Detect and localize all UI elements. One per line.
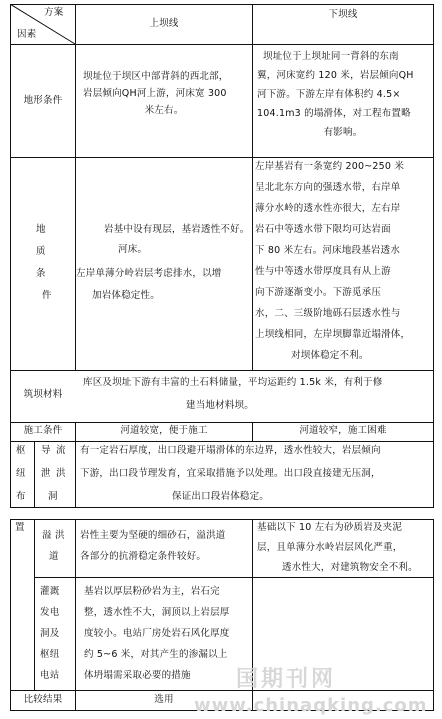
text-line: 河下游。下游左岸有体积约 4.5×	[257, 89, 401, 100]
layout-text-line: 保证出口段岩体稳定。	[172, 491, 270, 502]
text-line: 岩层倾向QH河上游，河床宽 300	[83, 88, 227, 99]
table-border-right	[433, 4, 434, 507]
spillway-upper-line: 各部分的抗滑稳定条件较好。	[80, 551, 207, 562]
sub-label-plant-line: 洞及	[40, 628, 60, 639]
spillway-lower-line: 透水性大，对建筑物安全不利。	[282, 562, 418, 573]
col-divider	[34, 441, 35, 507]
text-line: 河床。	[118, 244, 148, 255]
row-divider	[10, 370, 434, 371]
header-upper-dam-line: 上坝线	[149, 18, 179, 29]
text-line: 坝址位于上坝址同一背斜的东南	[263, 51, 399, 62]
row-divider	[10, 441, 434, 442]
text-line: 左岸单薄分岭岩层考虑排水，以增	[76, 268, 222, 279]
text-line: 岩石中等透水带下限均可达岩面	[255, 224, 391, 235]
sub-label-diversion-char: 洪	[56, 468, 66, 479]
spillway-upper-line: 岩性主要为坚硬的细砂石，溢洪道	[80, 530, 226, 541]
sub-label-plant-line: 枢纽	[40, 649, 60, 660]
header-lower-dam-line: 下坝线	[328, 9, 358, 20]
text-line: 左岸基岩有一条宽约 200~250 米	[255, 161, 405, 172]
sub-label-diversion-char: 泄	[41, 468, 51, 479]
text-line: 上坝线相同，左岸坝脚靠近塌滑体，	[255, 329, 411, 340]
row-label-geology-char: 件	[42, 290, 52, 301]
construction-upper: 河道较宽，便于施工	[120, 425, 208, 436]
text-line: 薄分水岭的透水性亦很大，左右岸	[255, 203, 401, 214]
header-diag-bottom: 因素	[17, 29, 37, 40]
text-line: 性与中等透水带厚度具有从上游	[255, 266, 391, 277]
sub-label-spillway-char: 洪	[55, 530, 65, 541]
spillway-lower-line: 层，且单薄分水岭岩层风化严重，	[257, 542, 403, 553]
text-line: 翼，河床宽约 120 米，岩层倾向QH	[257, 70, 414, 81]
table-border-left-2	[10, 519, 11, 710]
row-label-terrain: 地形条件	[23, 95, 63, 106]
row-label-materials: 筑坝材料	[23, 389, 63, 400]
text-line: 有影响。	[323, 127, 363, 138]
plant-upper-line: 整，透水性不大，洞顶以上岩层厚	[84, 607, 230, 618]
text-line: 呈北北东方向的强透水带，右岸单	[255, 182, 401, 193]
plant-upper-line: 度较小。电站厂房处岩石风化厚度	[84, 628, 230, 639]
row-label-layout-char: 置	[15, 522, 25, 533]
sub-label-diversion-char: 导	[41, 445, 51, 456]
col-divider	[252, 4, 253, 370]
table-border-right-2	[433, 519, 434, 710]
sub-label-spillway-char: 道	[49, 551, 59, 562]
col-divider	[34, 519, 35, 690]
layout-text-line: 有一定岩石厚度，出口段避开塌滑体的东边界，透水性较大，岩层倾向	[80, 445, 381, 456]
plant-upper-line: 体坍塌需采取必要的措施	[84, 670, 191, 681]
sub-label-diversion-char: 洞	[48, 491, 58, 502]
text-line: 水，二、三级阶地砾石层透水性与	[255, 308, 401, 319]
row-label-geology-char: 条	[36, 268, 46, 279]
sub-label-diversion-char: 流	[56, 445, 66, 456]
sub-label-plant-line: 电站	[40, 670, 60, 681]
text-line: 坝址位于坝区中部背斜的西北部，	[83, 71, 229, 82]
sub-label-plant-line: 灌溉	[40, 586, 60, 597]
text-line: 米左右。	[144, 105, 184, 116]
row-label-construction: 施工条件	[23, 425, 63, 436]
row-divider	[10, 690, 434, 691]
row-divider	[10, 157, 434, 158]
sub-label-spillway-char: 溢	[42, 530, 52, 541]
sub-label-plant-line: 发电	[40, 607, 60, 618]
text-line: 岩基中设有现层，基岩透性不好。	[104, 224, 250, 235]
row-label-layout-char: 布	[16, 491, 26, 502]
construction-lower: 河道较窄，施工困难	[299, 425, 387, 436]
text-line: 下 80 米左右。河床地段基岩透水	[255, 245, 401, 256]
materials-text-line: 建当地材料坝。	[186, 400, 254, 411]
text-line: 104.1m3 的塌滑体，对工程布置略	[257, 108, 411, 119]
col-divider	[75, 441, 76, 507]
row-label-geology-char: 质	[36, 246, 46, 257]
header-diag-top: 方案	[44, 7, 64, 18]
layout-text-line: 下游，出口段节理发育，宜采取措施予以处理。出口段直接建无压洞，	[80, 468, 381, 479]
text-line: 向下游逐渐变小。下游觅承压	[255, 287, 382, 298]
row-label-layout-char: 纽	[16, 468, 26, 479]
plant-upper-line: 基岩以厚层粉砂岩为主，岩石完	[84, 586, 220, 597]
watermark-logo-text: 国期刊网	[236, 667, 337, 692]
materials-text-line: 库区及坝址下游有丰富的土石料储量，平均运距约 1.5k 米，有利于修	[83, 377, 383, 388]
plant-upper-line: 约 5~6 米，对其产生的渗漏以上	[84, 649, 228, 660]
watermark-url: www.chinaqking.com	[194, 695, 428, 716]
row-label-layout-char: 枢	[16, 445, 26, 456]
col-divider	[75, 519, 76, 710]
row-label-geology-char: 地	[36, 224, 46, 235]
result-upper: 选用	[154, 694, 174, 705]
col-divider	[75, 4, 76, 370]
spillway-lower-line: 基础以下 10 左右为砂质岩及夹泥	[257, 522, 403, 533]
row-label-result: 比较结果	[23, 694, 63, 705]
table-border-bottom	[10, 507, 434, 508]
row-divider	[34, 577, 434, 578]
text-line: 加岩体稳定性。	[92, 290, 160, 301]
text-line: 对坝体稳定不利。	[291, 350, 369, 361]
